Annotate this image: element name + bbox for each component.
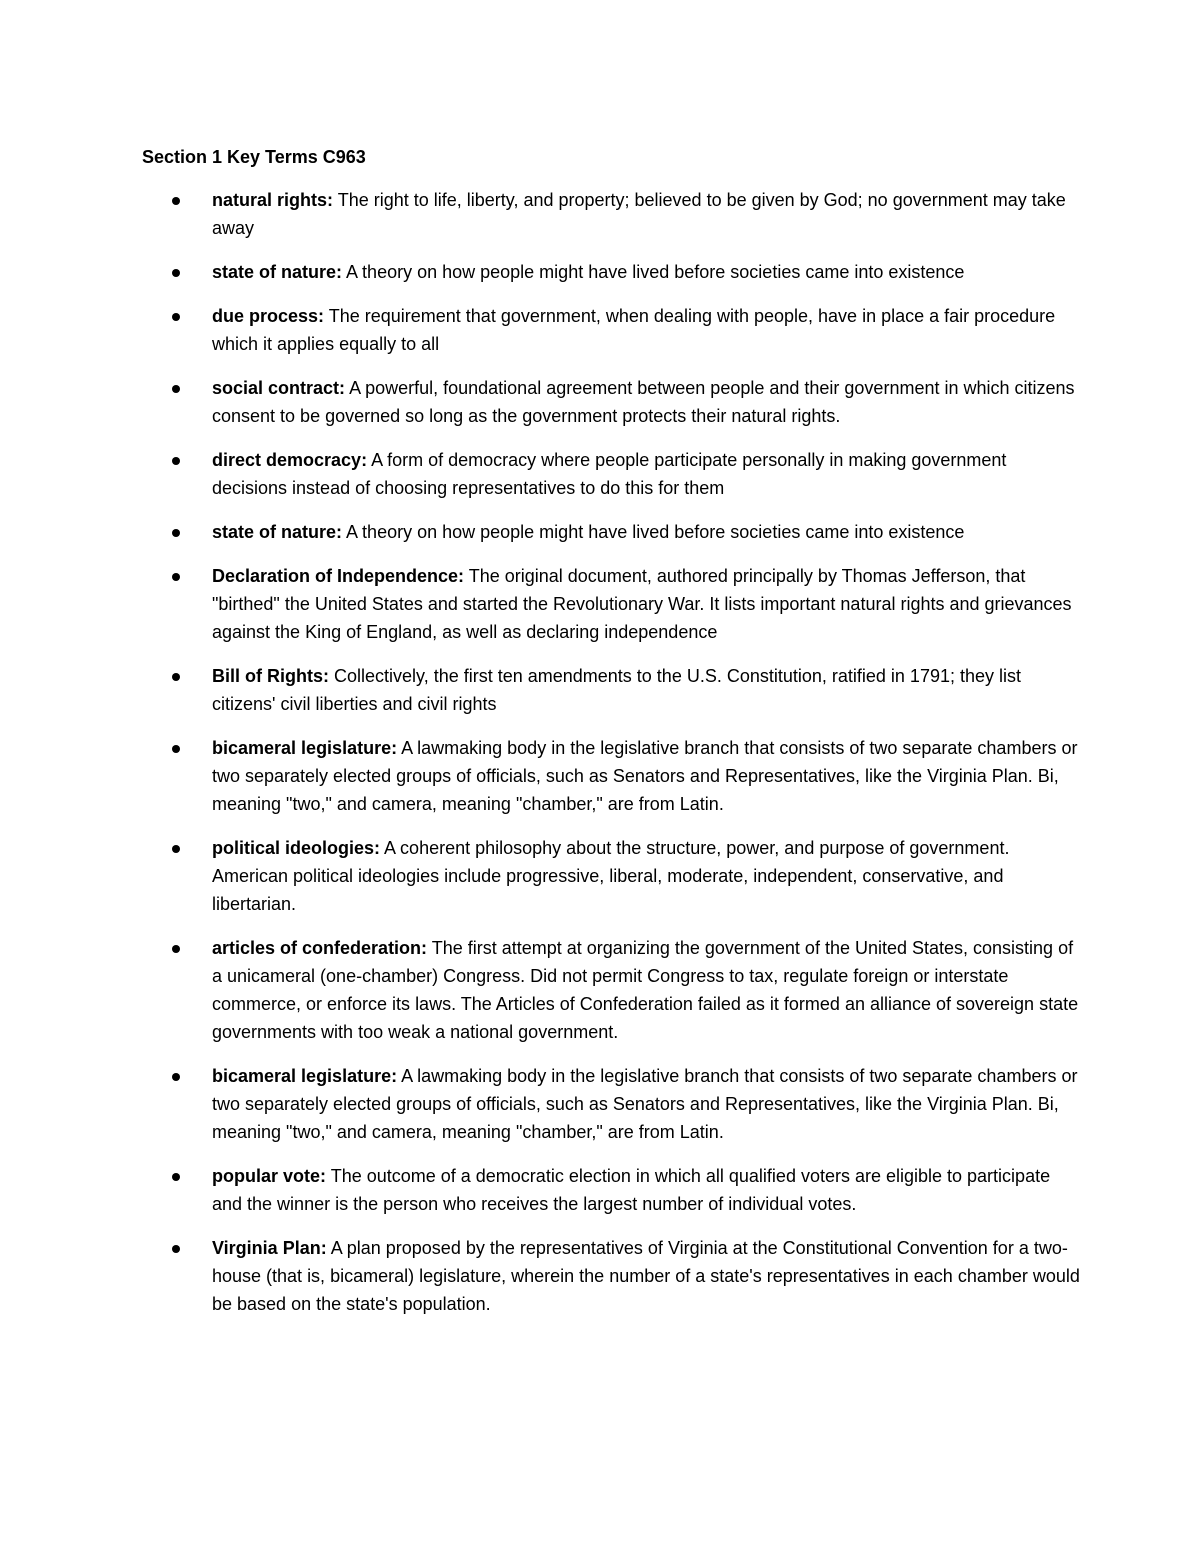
list-item bbox=[0, 302, 1200, 358]
bullet-icon bbox=[172, 1173, 180, 1181]
term-name: direct democracy: bbox=[212, 450, 368, 470]
term-name: political ideologies: bbox=[212, 838, 381, 858]
list-item bbox=[0, 518, 1200, 546]
term-definition: A plan proposed by the representatives of Virginia at the Constitutional Convention for a two-house (that is, bicameral) legislature, wherein the number of a state's representatives in each chamber would be based on the state's population. bbox=[212, 1238, 1080, 1314]
document-title: Section 1 Key Terms C963 bbox=[142, 147, 366, 167]
term-definition: A theory on how people might have lived before societies came into existence bbox=[346, 522, 965, 542]
term-definition: A coherent philosophy about the structure, power, and purpose of government. American political ideologies include progressive, liberal, moderate, independent, conservative, and libertarian. bbox=[212, 838, 1010, 914]
bullet-icon bbox=[172, 269, 180, 277]
term-name: Declaration of Independence: bbox=[212, 566, 465, 586]
bullet-icon bbox=[172, 313, 180, 321]
bullet-icon bbox=[172, 457, 180, 465]
term-name: Bill of Rights: bbox=[212, 666, 329, 686]
list-item bbox=[0, 662, 1200, 718]
term-name: popular vote: bbox=[212, 1166, 327, 1186]
term-definition: A lawmaking body in the legislative branch that consists of two separate chambers or two separately elected groups of officials, such as Senators and Representatives, like the Virginia Plan. Bi, meaning "two," and camera, meaning "chamber," are from Latin. bbox=[212, 1066, 1078, 1142]
term-definition: A theory on how people might have lived before societies came into existence bbox=[346, 262, 965, 282]
bullet-icon bbox=[172, 197, 180, 205]
term-name: due process: bbox=[212, 306, 325, 326]
list-item bbox=[0, 1062, 1200, 1146]
list-item bbox=[0, 186, 1200, 242]
list-item bbox=[0, 374, 1200, 430]
term-definition: The right to life, liberty, and property; believed to be given by God; no government may take away bbox=[212, 190, 1066, 238]
bullet-icon bbox=[172, 845, 180, 853]
list-item bbox=[0, 834, 1200, 918]
term-name: bicameral legislature: bbox=[212, 738, 398, 758]
term-name: social contract: bbox=[212, 378, 346, 398]
list-item bbox=[0, 562, 1200, 646]
bullet-icon bbox=[172, 529, 180, 537]
term-definition: A powerful, foundational agreement between people and their government in which citizens consent to be governed so long as the government protects their natural rights. bbox=[212, 378, 1075, 426]
term-definition: Collectively, the first ten amendments to the U.S. Constitution, ratified in 1791; they list citizens' civil liberties and civil rights bbox=[212, 666, 1021, 714]
term-definition: The outcome of a democratic election in which all qualified voters are eligible to participate and the winner is the person who receives the largest number of individual votes. bbox=[212, 1166, 1051, 1214]
list-item bbox=[0, 258, 1200, 286]
list-item bbox=[0, 446, 1200, 502]
bullet-icon bbox=[172, 673, 180, 681]
bullet-icon bbox=[172, 945, 180, 953]
term-name: Virginia Plan: bbox=[212, 1238, 327, 1258]
key-terms-list bbox=[0, 186, 1200, 1334]
bullet-icon bbox=[172, 1073, 180, 1081]
bullet-icon bbox=[172, 385, 180, 393]
list-item bbox=[0, 934, 1200, 1046]
term-name: articles of confederation: bbox=[212, 938, 428, 958]
list-item bbox=[0, 1234, 1200, 1318]
term-name: natural rights: bbox=[212, 190, 334, 210]
term-definition: The original document, authored principally by Thomas Jefferson, that "birthed" the United States and started the Revolutionary War. It lists important natural rights and grievances against the King of England, as well as declaring independence bbox=[212, 566, 1072, 642]
bullet-icon bbox=[172, 1245, 180, 1253]
term-name: bicameral legislature: bbox=[212, 1066, 398, 1086]
term-definition: A form of democracy where people participate personally in making government decisions instead of choosing representatives to do this for them bbox=[212, 450, 1007, 498]
list-item bbox=[0, 1162, 1200, 1218]
term-definition: A lawmaking body in the legislative branch that consists of two separate chambers or two separately elected groups of officials, such as Senators and Representatives, like the Virginia Plan. Bi, meaning "two," and camera, meaning "chamber," are from Latin. bbox=[212, 738, 1078, 814]
term-name: state of nature: bbox=[212, 522, 343, 542]
term-definition: The first attempt at organizing the government of the United States, consisting of a unicameral (one-chamber) Congress. Did not permit Congress to tax, regulate foreign or interstate commerce, or enforce its laws. The Articles of Confederation failed as it formed an alliance of sovereign state governments with too weak a national government. bbox=[212, 938, 1079, 1042]
term-definition: The requirement that government, when dealing with people, have in place a fair procedure which it applies equally to all bbox=[212, 306, 1056, 354]
bullet-icon bbox=[172, 573, 180, 581]
term-name: state of nature: bbox=[212, 262, 343, 282]
list-item bbox=[0, 734, 1200, 818]
bullet-icon bbox=[172, 745, 180, 753]
